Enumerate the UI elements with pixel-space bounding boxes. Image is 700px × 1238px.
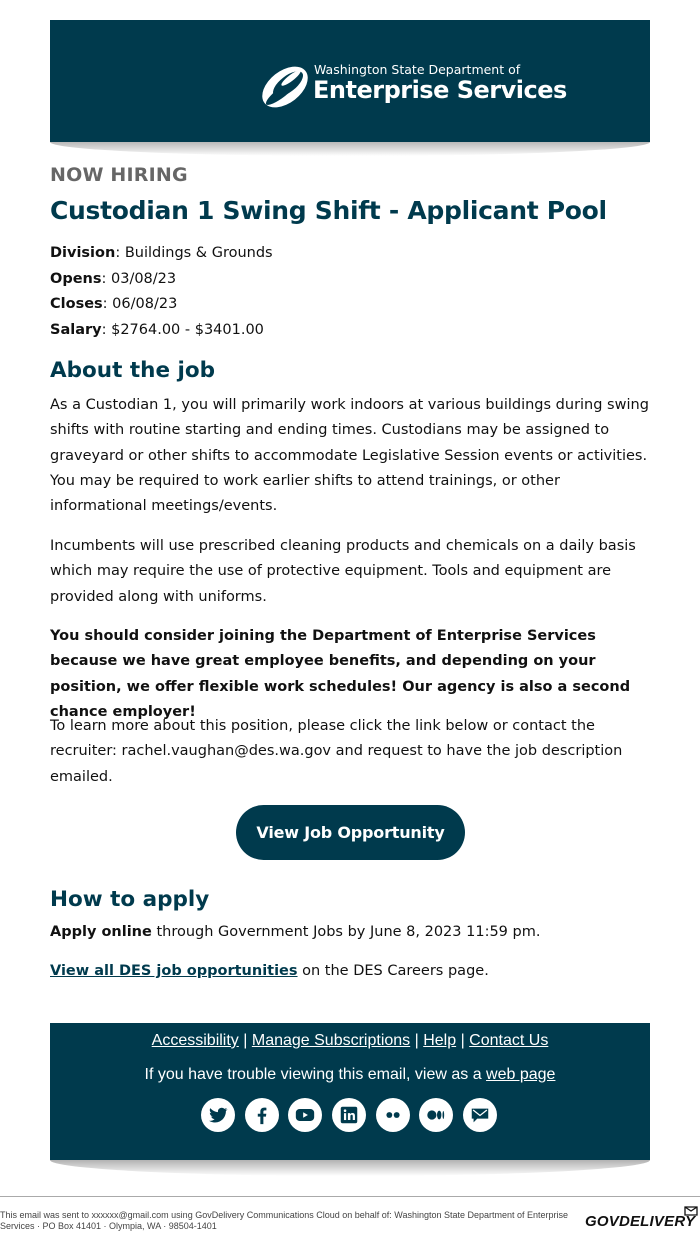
closes-label: Closes: [50, 296, 103, 312]
salary-row: [50, 318, 273, 344]
apply-online-line: [50, 924, 540, 940]
email-icon[interactable]: [463, 1098, 497, 1132]
facebook-icon[interactable]: [245, 1098, 279, 1132]
opens-label: Opens: [50, 270, 102, 287]
about-paragraph-2: Incumbents will use prescribed cleaning products and chemicals on a daily basis which may require the use of protective equipment. Tools and equipment are provided along with uniforms.: [50, 538, 636, 605]
salary-value: : $2764.00 - $3401.00: [101, 321, 264, 338]
about-paragraph-3: You should consider joining the Department of Enterprise Services because we have great employee benefits, and depending on your position, we offer flexible work schedules! Our agency is also a second chance employer!: [50, 628, 631, 720]
footer-separator: |: [410, 1032, 424, 1049]
logo-subtitle: Washington State Department of: [314, 62, 521, 77]
manage-subscriptions-link[interactable]: Manage Subscriptions: [251, 1032, 411, 1049]
salary-label: Salary: [50, 321, 102, 338]
division-row: [50, 241, 273, 267]
accessibility-link[interactable]: Accessibility: [151, 1032, 239, 1049]
header-shadow: [50, 142, 650, 156]
apply-online-text: through Government Jobs by June 8, 2023 11:59 pm.: [151, 924, 541, 940]
opens-value: : 03/08/23: [101, 270, 177, 287]
fineprint-text: This email was sent to xxxxxx@gmail.com using GovDelivery Communications Cloud on behalf of: Washington State Department of Enterprise Services · PO Box 41401 · Olympia, WA · 98504-1401: [0, 1210, 569, 1231]
division-value: : Buildings & Grounds: [115, 245, 273, 261]
all-jobs-text: on the DES Careers page.: [297, 963, 489, 979]
social-links: [201, 1098, 497, 1132]
web-page-link[interactable]: web page: [486, 1066, 556, 1083]
view-job-opportunity-button[interactable]: View Job Opportunity: [236, 805, 465, 860]
job-meta: [50, 241, 273, 343]
apply-online-label: Apply online: [50, 924, 152, 940]
des-logo-icon: [258, 56, 316, 114]
govdelivery-envelope-icon: [684, 1206, 698, 1216]
linkedin-icon[interactable]: [332, 1098, 366, 1132]
twitter-icon[interactable]: [201, 1098, 235, 1132]
footer-trouble-line: [50, 1066, 650, 1084]
footer-separator: |: [238, 1032, 252, 1049]
how-to-apply-heading: How to apply: [50, 887, 210, 912]
youtube-icon[interactable]: [288, 1098, 322, 1132]
footer-links: [50, 1032, 650, 1050]
about-paragraph-1: As a Custodian 1, you will primarily work indoors at various buildings during swing shifts with routine starting and ending times. Custodians may be assigned to graveyard or other shifts to accommodate Legislative Session events or activities. You may be required to work earlier shifts to attend trainings, or other informational meetings/events.: [50, 397, 649, 515]
about-paragraph-4: To learn more about this position, please click the link below or contact the recruiter: rachel.vaughan@des.wa.gov and request to have the job description emailed.: [50, 718, 623, 785]
help-link[interactable]: Help: [423, 1032, 457, 1049]
header-banner: [50, 20, 650, 142]
footer: [50, 1023, 650, 1160]
division-label: Division: [50, 245, 116, 261]
trouble-text: If you have trouble viewing this email, view as a: [144, 1066, 487, 1083]
about-heading: About the job: [50, 358, 216, 383]
all-jobs-link[interactable]: View all DES job opportunities: [50, 963, 298, 979]
govdelivery-logo[interactable]: GOVDELIVERY: [585, 1213, 696, 1230]
flickr-icon[interactable]: [376, 1098, 410, 1132]
logo-title: Enterprise Services: [313, 76, 567, 104]
eyebrow-now-hiring: NOW HIRING: [50, 164, 188, 186]
job-title: Custodian 1 Swing Shift - Applicant Pool: [50, 196, 607, 225]
closes-row: [50, 292, 273, 318]
contact-us-link[interactable]: Contact Us: [469, 1032, 549, 1049]
des-logo[interactable]: [258, 56, 567, 128]
opens-row: [50, 267, 273, 293]
medium-icon[interactable]: [419, 1098, 453, 1132]
closes-value: : 06/08/23: [102, 296, 178, 312]
all-jobs-line: [50, 963, 489, 979]
footer-separator: |: [456, 1032, 470, 1049]
footer-shadow: [50, 1160, 650, 1176]
fineprint-divider: [0, 1196, 700, 1197]
